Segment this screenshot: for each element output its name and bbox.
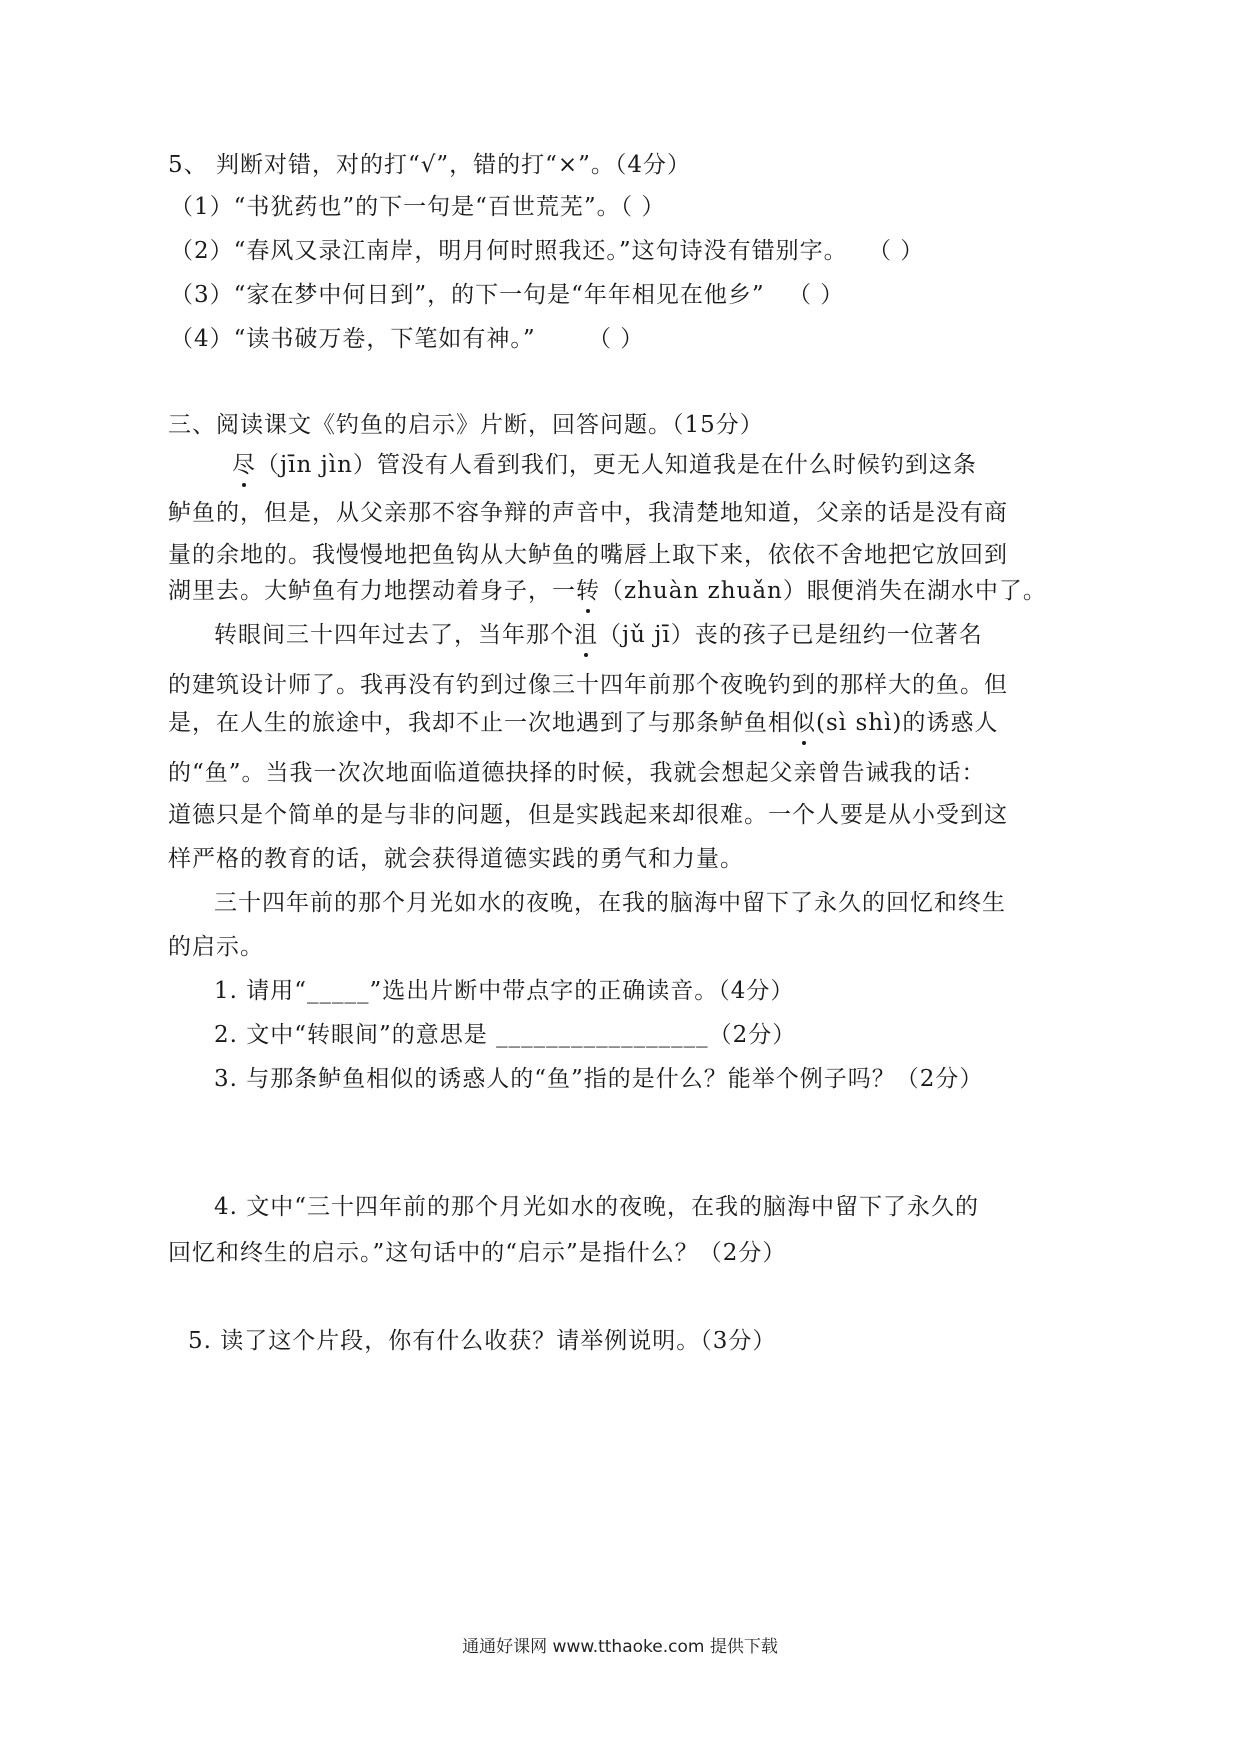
judge-item-3: （3）“家在梦中何日到”，的下一句是“年年相见在他乡” — [170, 282, 765, 308]
p2-line-1 — [214, 616, 983, 649]
p2-line-3-pre: 是，在人生的旅途中，我却不止一次地遇到了与那条鲈鱼相 — [168, 710, 792, 736]
p2-line-4: 的“鱼”。当我一次次地面临道德抉择的时候，我就会想起父亲曾告诫我的话： — [168, 760, 986, 786]
p2-line-3-post: (sì shì)的诱惑人 — [816, 710, 999, 736]
p2-line-1-pre: 转眼间三十四年过去了，当年那个 — [214, 622, 574, 648]
dotted-char: 沮 — [574, 616, 598, 649]
question-4-line-1: 4. 文中“三十四年前的那个月光如水的夜晚，在我的脑海中留下了永久的 — [214, 1194, 980, 1220]
p3-line-2: 的启示。 — [168, 934, 264, 960]
question-4-line-2: 回忆和终生的启示。”这句话中的“启示”是指什么？（2分） — [168, 1240, 787, 1266]
question-1: 1. 请用“_____”选出片断中带点字的正确读音。（4分） — [214, 978, 795, 1004]
p2-line-6: 样严格的教育的话，就会获得道德实践的勇气和力量。 — [168, 846, 744, 872]
question-2: 2. 文中“转眼间”的意思是 _________________（2分） — [214, 1022, 797, 1048]
judge-item-4: （4）“读书破万卷，下笔如有神。” — [170, 326, 536, 352]
p2-line-2: 的建筑设计师了。我再没有钓到过像三十四年前那个夜晚钓到的那样大的鱼。但 — [168, 672, 1008, 698]
dotted-char: 尽 — [232, 446, 256, 479]
p1-line-1-text: （jīn jìn）管没有人看到我们，更无人知道我是在什么时候钓到这条 — [256, 452, 977, 478]
p1-line-4-post: （zhuàn zhuǎn）眼便消失在湖水中了。 — [600, 578, 1047, 604]
dotted-char: 转 — [576, 572, 600, 605]
judge-item-1: （1）“书犹药也”的下一句是“百世荒芜”。（ ） — [170, 194, 666, 220]
p1-line-4 — [168, 572, 1047, 605]
p3-line-1: 三十四年前的那个月光如水的夜晚，在我的脑海中留下了永久的回忆和终生 — [214, 890, 1006, 916]
p1-line-4-pre: 湖里去。大鲈鱼有力地摆动着身子，一 — [168, 578, 576, 604]
section3-header: 三、阅读课文《钓鱼的启示》片断，回答问题。（15分） — [168, 412, 764, 438]
p1-line-1 — [232, 446, 977, 479]
judge-item-2: （2）“春风又录江南岸，明月何时照我还。”这句诗没有错别字。 — [170, 238, 848, 264]
p2-line-1-post: （jǔ jī）丧的孩子已是纽约一位著名 — [598, 622, 983, 648]
p1-line-3: 量的余地的。我慢慢地把鱼钩从大鲈鱼的嘴唇上取下来，依依不舍地把它放回到 — [168, 542, 1008, 568]
judge-blank-4[interactable]: （ ） — [588, 326, 645, 352]
judge-blank-3[interactable]: （ ） — [788, 282, 845, 308]
p2-line-3 — [168, 704, 998, 737]
p2-line-5: 道德只是个简单的是与非的问题，但是实践起来却很难。一个人要是从小受到这 — [168, 802, 1008, 828]
p1-line-2: 鲈鱼的，但是，从父亲那不容争辩的声音中，我清楚地知道，父亲的话是没有商 — [168, 500, 1008, 526]
question-5: 5. 读了这个片段，你有什么收获？请举例说明。（3分） — [188, 1328, 777, 1354]
judge-header: 5、 判断对错，对的打“√”，错的打“×”。（4分） — [168, 152, 692, 178]
footer-credit: 通通好课网 www.tthaoke.com 提供下载 — [462, 1637, 778, 1657]
dotted-char: 似 — [792, 704, 816, 737]
question-3: 3. 与那条鲈鱼相似的诱惑人的“鱼”指的是什么？能举个例子吗？（2分） — [214, 1066, 984, 1092]
judge-blank-2[interactable]: （ ） — [868, 238, 925, 264]
